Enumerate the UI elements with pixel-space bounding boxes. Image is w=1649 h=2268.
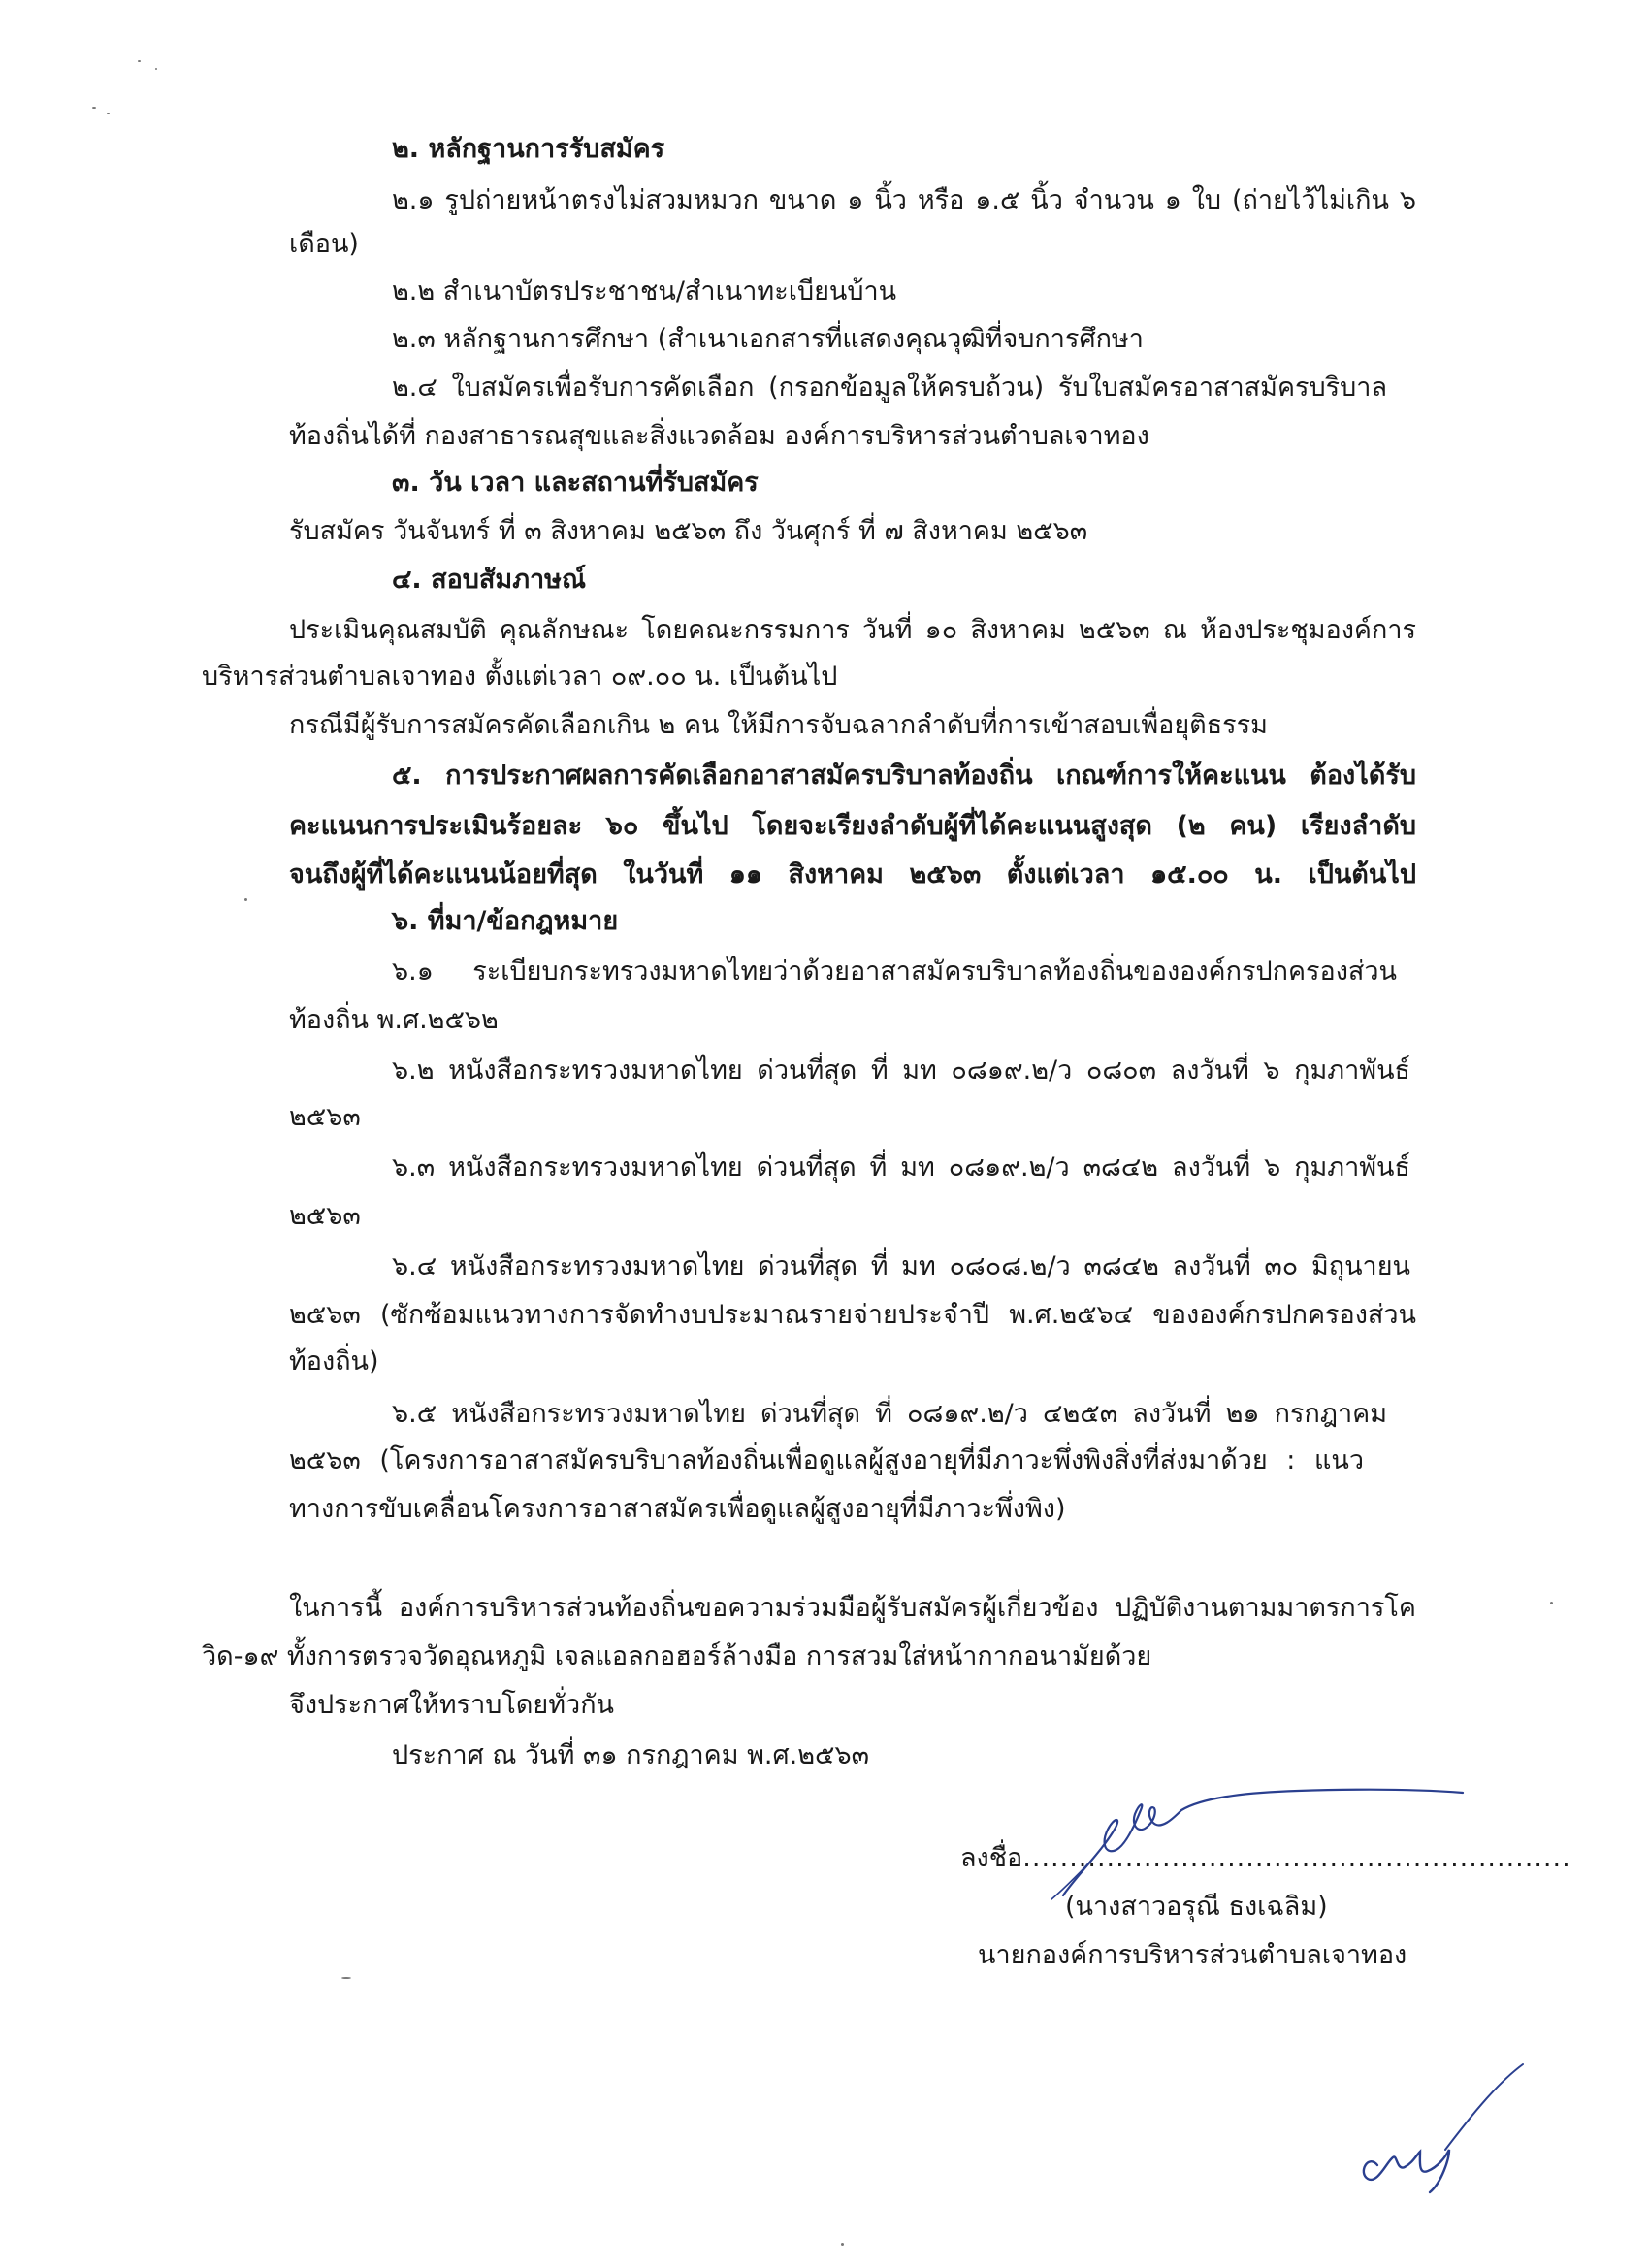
heading-section-3: ๓. วัน เวลา และสถานที่รับสมัคร (392, 468, 759, 498)
text-line: ๒.๓ หลักฐานการศึกษา (สำเนาเอกสารที่แสดงคุณวุฒิที่จบการศึกษา (392, 324, 1144, 354)
scan-speck (107, 113, 110, 114)
text-line-bold: คะแนนการประเมินร้อยละ ๖๐ ขึ้นไป โดยจะเรียงลำดับผู้ที่ได้คะแนนสูงสุด (๒ คน) เรียงลำดับ (289, 811, 1416, 841)
text-line: ๒.๒ สำเนาบัตรประชาชน/สำเนาทะเบียนบ้าน (392, 276, 897, 307)
signature-dots: ........................................................... (1022, 1843, 1571, 1873)
text-line: ประเมินคุณสมบัติ คุณลักษณะ โดยคณะกรรมการ วันที่ ๑๐ สิงหาคม ๒๕๖๓ ณ ห้องประชุมองค์การ (289, 615, 1416, 645)
text-line: จึงประกาศให้ทราบโดยทั่วกัน (289, 1690, 614, 1720)
text-line: บริหารส่วนตำบลเจาทอง ตั้งแต่เวลา ๐๙.๐๐ น. เป็นต้นไป (202, 662, 838, 692)
scan-speck (155, 68, 157, 70)
initials-icon (1348, 2057, 1542, 2202)
text-line: ๒๕๖๓ (ซักซ้อมแนวทางการจัดทำงบประมาณรายจ่ายประจำปี พ.ศ.๒๕๖๔ ขององค์กรปกครองส่วน (289, 1300, 1416, 1330)
signature-label: ลงชื่อ (960, 1843, 1023, 1873)
text-line: ท้องถิ่นได้ที่ กองสาธารณสุขและสิ่งแวดล้อม องค์การบริหารส่วนตำบลเจาทอง (289, 421, 1149, 451)
handwritten-signature-icon (1046, 1771, 1472, 1907)
text-line: ในการนี้ องค์การบริหารส่วนท้องถิ่นขอความร่วมมือผู้รับสมัครผู้เกี่ยวข้อง ปฏิบัติงานตามมาตรการโค (289, 1593, 1416, 1623)
heading-section-6: ๖. ที่มา/ข้อกฎหมาย (392, 906, 619, 936)
text-line: ๒๕๖๓ (โครงการอาสาสมัครบริบาลท้องถิ่นเพื่อดูแลผู้สูงอายุที่มีภาวะพึ่งพิงสิ่งที่ส่งมาด้วย : แนว (289, 1445, 1364, 1475)
text-line: ๖.๒ หนังสือกระทรวงมหาดไทย ด่วนที่สุด ที่ มท ๐๘๑๙.๒/ว ๐๘๐๓ ลงวันที่ ๖ กุมภาพันธ์ (392, 1055, 1410, 1085)
text-line: ท้องถิ่น) (289, 1346, 379, 1377)
text-line: ท้องถิ่น พ.ศ.๒๕๖๒ (289, 1005, 499, 1035)
scan-speck (244, 898, 247, 901)
announcement-date: ประกาศ ณ วันที่ ๓๑ กรกฎาคม พ.ศ.๒๕๖๓ (392, 1740, 870, 1770)
heading-section-4: ๔. สอบสัมภาษณ์ (392, 565, 587, 595)
text-line: วิด-๑๙ ทั้งการตรวจวัดอุณหภูมิ เจลแอลกอฮอร์ล้างมือ การสวมใส่หน้ากากอนามัยด้วย (202, 1641, 1152, 1671)
text-line: ๖.๔ หนังสือกระทรวงมหาดไทย ด่วนที่สุด ที่ มท ๐๘๐๘.๒/ว ๓๘๔๒ ลงวันที่ ๓๐ มิถุนายน (392, 1251, 1410, 1281)
scan-speck (1550, 1602, 1553, 1604)
scan-speck (138, 60, 141, 62)
text-line: กรณีมีผู้รับการสมัครคัดเลือกเกิน ๒ คน ให้มีการจับฉลากลำดับที่การเข้าสอบเพื่อยุติธรรม (289, 710, 1268, 740)
heading-section-2: ๒. หลักฐานการรับสมัคร (392, 134, 665, 164)
text-line-bold: ๕. การประกาศผลการคัดเลือกอาสาสมัครบริบาลท้องถิ่น เกณฑ์การให้คะแนน ต้องได้รับ (392, 761, 1416, 791)
text-line: เดือน) (289, 229, 359, 259)
scan-speck (841, 2243, 844, 2246)
text-line: ทางการขับเคลื่อนโครงการอาสาสมัครเพื่อดูแลผู้สูงอายุที่มีภาวะพึ่งพิง) (289, 1494, 1066, 1524)
text-line: รับสมัคร วันจันทร์ ที่ ๓ สิงหาคม ๒๕๖๓ ถึง วันศุกร์ ที่ ๗ สิงหาคม ๒๕๖๓ (289, 516, 1088, 546)
scan-speck (92, 107, 96, 109)
text-line: ๒๕๖๓ (289, 1201, 361, 1231)
signatory-position: นายกองค์การบริหารส่วนตำบลเจาทอง (978, 1940, 1407, 1970)
text-line: ๖.๑ ระเบียบกระทรวงมหาดไทยว่าด้วยอาสาสมัครบริบาลท้องถิ่นขององค์กรปกครองส่วน (392, 956, 1397, 987)
text-line: ๖.๓ หนังสือกระทรวงมหาดไทย ด่วนที่สุด ที่ มท ๐๘๑๙.๒/ว ๓๘๔๒ ลงวันที่ ๖ กุมภาพันธ์ (392, 1152, 1410, 1183)
text-line: ๒.๔ ใบสมัครเพื่อรับการคัดเลือก (กรอกข้อมูลให้ครบถ้วน) รับใบสมัครอาสาสมัครบริบาล (392, 373, 1387, 403)
text-line: ๒.๑ รูปถ่ายหน้าตรงไม่สวมหมวก ขนาด ๑ นิ้ว หรือ ๑.๕ นิ้ว จำนวน ๑ ใบ (ถ่ายไว้ไม่เกิน ๖ (392, 185, 1416, 215)
scan-speck (341, 1977, 351, 1979)
text-line: ๖.๕ หนังสือกระทรวงมหาดไทย ด่วนที่สุด ที่ ๐๘๑๙.๒/ว ๔๒๕๓ ลงวันที่ ๒๑ กรกฎาคม (392, 1399, 1387, 1429)
text-line-bold: จนถึงผู้ที่ได้คะแนนน้อยที่สุด ในวันที่ ๑๑ สิงหาคม ๒๕๖๓ ตั้งแต่เวลา ๑๕.๐๐ น. เป็นต้นไป (289, 859, 1416, 890)
signatory-name: (นางสาวอรุณี ธงเฉลิม) (1065, 1892, 1328, 1922)
text-line: ๒๕๖๓ (289, 1102, 361, 1132)
